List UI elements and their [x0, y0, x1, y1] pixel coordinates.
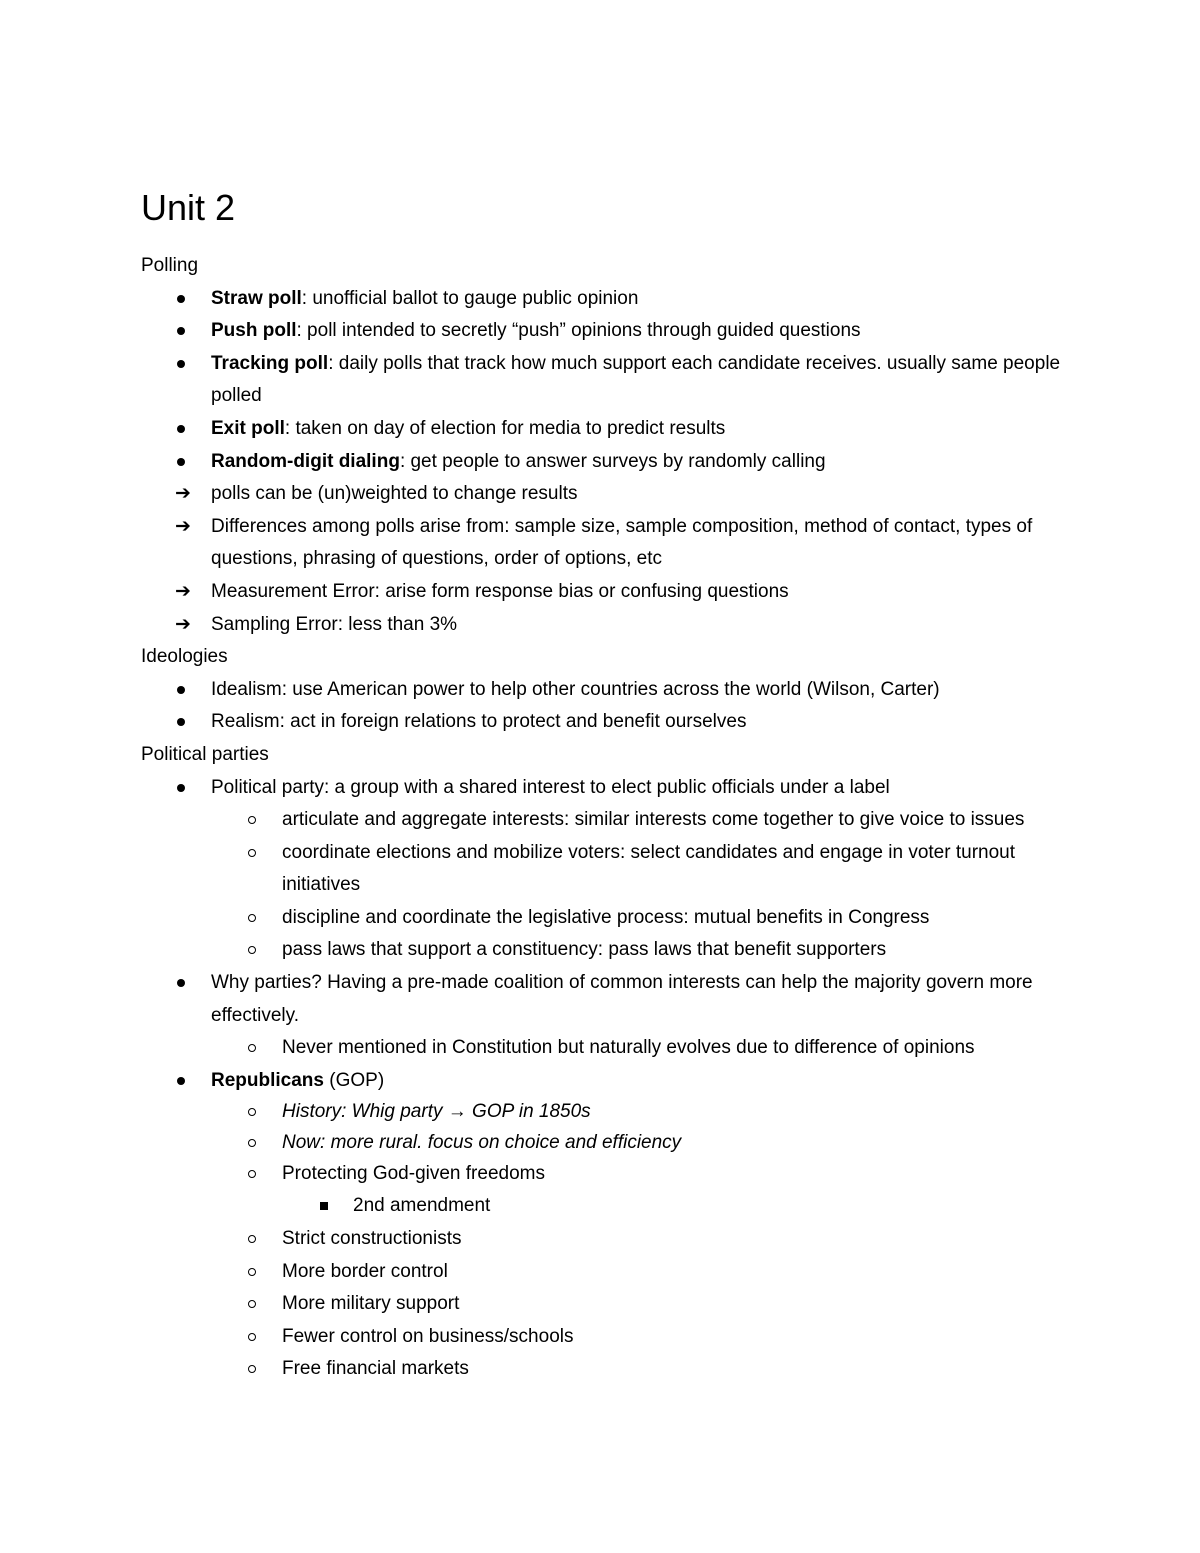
note-text: Differences among polls arise from: sample size, sample composition, method of contact, types of questions, phrasing of questions, order of options, etc: [211, 515, 1033, 570]
item-text: discipline and coordinate the legislative process: mutual benefits in Congress: [282, 906, 930, 928]
arrow-icon: ➔: [175, 515, 191, 537]
note-text: polls can be (un)weighted to change results: [211, 483, 578, 505]
circle-bullet-icon: [248, 816, 256, 824]
circle-bullet-icon: [248, 914, 256, 922]
list-item: [282, 1158, 1071, 1223]
circle-bullet-icon: [248, 1139, 256, 1147]
circle-bullet-icon: [248, 1108, 256, 1116]
republicans-list: [211, 1097, 1071, 1386]
circle-bullet-icon: [248, 1044, 256, 1052]
list-item: [211, 413, 1071, 446]
why-parties-list: [211, 1032, 1071, 1065]
circle-bullet-icon: [248, 1235, 256, 1243]
bullet-icon: [177, 784, 185, 792]
list-item: [282, 1321, 1071, 1354]
item-text: More border control: [282, 1260, 448, 1282]
arrow-icon: ➔: [175, 483, 191, 505]
list-item: [282, 1223, 1071, 1256]
item-text: Why parties? Having a pre-made coalition of common interests can help the majority govern more effectively.: [211, 972, 1033, 1026]
item-text: Never mentioned in Constitution but naturally evolves due to difference of opinions: [282, 1037, 975, 1059]
list-item: [211, 1065, 1071, 1386]
definition: : taken on day of election for media to predict results: [284, 417, 726, 439]
bullet-icon: [177, 718, 185, 726]
bullet-icon: [177, 327, 185, 335]
item-text: History: Whig party → GOP in 1850s: [282, 1101, 591, 1123]
bullet-icon: [177, 1077, 185, 1085]
list-item: [211, 772, 1071, 968]
item-text: pass laws that support a constituency: pass laws that benefit supporters: [282, 939, 887, 961]
bullet-icon: [177, 295, 185, 303]
list-item: [175, 478, 1071, 511]
item-text: Strict constructionists: [282, 1228, 462, 1250]
bullet-icon: [177, 686, 185, 694]
list-item: [175, 511, 1071, 576]
circle-bullet-icon: [248, 1170, 256, 1178]
item-text: coordinate elections and mobilize voters: select candidates and engage in voter turnout initiatives: [282, 841, 1016, 896]
list-item: [282, 1288, 1071, 1321]
list-item: [282, 1097, 1071, 1127]
ideologies-list: [141, 674, 1071, 739]
freedoms-list: [282, 1190, 1071, 1223]
list-item: [282, 902, 1071, 935]
term: Random-digit dialing: [211, 450, 400, 472]
circle-bullet-icon: [248, 946, 256, 954]
item-text: Political party: a group with a shared interest to elect public officials under a label: [211, 776, 890, 798]
bullet-icon: [177, 425, 185, 433]
section-heading-ideologies: Ideologies: [141, 646, 228, 668]
list-item: [282, 837, 1071, 902]
section-heading-polling: Polling: [141, 255, 199, 276]
circle-bullet-icon: [248, 1333, 256, 1341]
list-item: [211, 348, 1071, 413]
definition: : get people to answer surveys by randomly calling: [399, 450, 826, 472]
bullet-icon: [177, 360, 185, 368]
list-item: [282, 1256, 1071, 1289]
party-functions-list: [211, 804, 1071, 967]
party-name: Republicans: [211, 1069, 324, 1091]
circle-bullet-icon: [248, 1300, 256, 1308]
list-item: [282, 1128, 1071, 1158]
circle-bullet-icon: [248, 1365, 256, 1373]
note-text: Measurement Error: arise form response bias or confusing questions: [211, 580, 789, 602]
term: Exit poll: [211, 417, 285, 439]
item-text: Protecting God-given freedoms: [282, 1162, 545, 1184]
arrow-icon: ➔: [175, 580, 191, 602]
definition: : daily polls that track how much support each candidate receives. usually same people polled: [211, 352, 1061, 407]
list-item: [211, 706, 1071, 739]
item-text: Realism: act in foreign relations to protect and benefit ourselves: [211, 711, 747, 733]
list-item: [282, 804, 1071, 837]
parties-list: [141, 772, 1071, 1387]
list-item: [211, 967, 1071, 1065]
list-item: [282, 934, 1071, 967]
circle-bullet-icon: [248, 1268, 256, 1276]
notes-body: [141, 250, 1071, 1386]
item-text: More military support: [282, 1293, 460, 1315]
circle-bullet-icon: [248, 849, 256, 857]
list-item: [211, 283, 1071, 316]
list-item: [353, 1190, 1071, 1223]
bullet-icon: [177, 979, 185, 987]
list-item: [175, 609, 1071, 642]
arrow-icon: ➔: [175, 613, 191, 635]
item-text: Idealism: use American power to help other countries across the world (Wilson, Carter): [211, 678, 940, 700]
item-text: Now: more rural. focus on choice and efficiency: [282, 1131, 682, 1153]
item-text: 2nd amendment: [353, 1195, 491, 1217]
page-title: Unit 2: [141, 187, 236, 228]
list-item: [211, 446, 1071, 479]
note-text: Sampling Error: less than 3%: [211, 613, 458, 635]
party-abbr: (GOP): [323, 1069, 385, 1091]
item-text: Free financial markets: [282, 1358, 469, 1380]
item-text: Fewer control on business/schools: [282, 1325, 574, 1347]
section-heading-parties: Political parties: [141, 743, 269, 765]
square-bullet-icon: [320, 1202, 328, 1210]
list-item: [282, 1032, 1071, 1065]
polling-list: [141, 283, 1071, 642]
term: Push poll: [211, 320, 297, 342]
definition: : poll intended to secretly “push” opinions through guided questions: [296, 320, 861, 342]
list-item: [211, 315, 1071, 348]
list-item: [282, 1353, 1071, 1386]
bullet-icon: [177, 458, 185, 466]
list-item: [211, 674, 1071, 707]
list-item: [175, 576, 1071, 609]
term: Tracking poll: [211, 352, 329, 374]
definition: : unofficial ballot to gauge public opinion: [301, 287, 639, 309]
item-text: articulate and aggregate interests: similar interests come together to give voice to issues: [282, 809, 1025, 831]
term: Straw poll: [211, 287, 302, 309]
